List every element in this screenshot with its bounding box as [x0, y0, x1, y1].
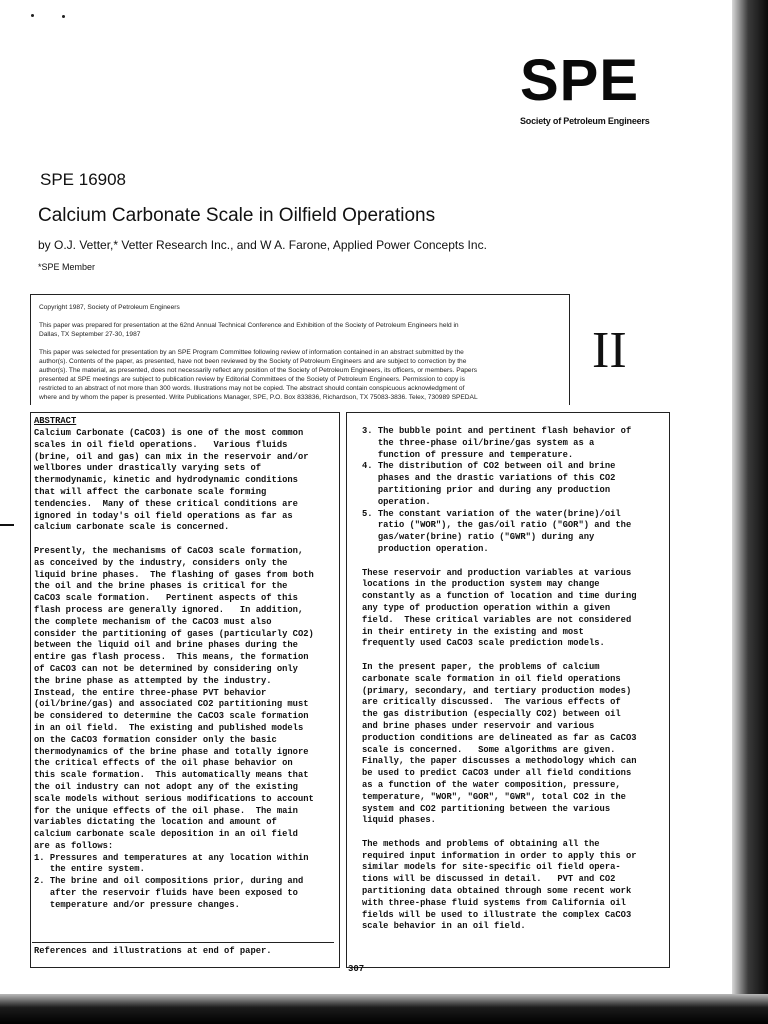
selected-line: This paper was selected for presentation by an SPE Program Committee following review of information contained in an abstract submitted by the — [39, 349, 464, 356]
copyright-line: Copyright 1987, Society of Petroleum Engineers — [39, 304, 180, 311]
margin-mark — [0, 524, 14, 526]
selected-line: author(s). Contents of the paper, as presented, have not been reviewed by the Society of Petroleum Engineers and are subject to correction by the — [39, 358, 467, 365]
paper-title: Calcium Carbonate Scale in Oilfield Operations — [38, 205, 436, 226]
selected-line: where and by whom the paper is presented. Write Publications Manager, SPE, P.O. Box 833836, Richardson, TX 75083-3836. Telex, 730989 SPEDAL — [39, 394, 478, 401]
session-roman-numeral: II — [592, 322, 627, 379]
page-number: 307 — [348, 964, 365, 974]
spe-logo-subtitle: Society of Petroleum Engineers — [520, 116, 650, 126]
scan-shadow-right — [732, 0, 768, 1024]
scan-shadow-bottom — [0, 994, 768, 1024]
paper-id: SPE 16908 — [40, 170, 127, 189]
prepared-line: Dallas, TX September 27-30, 1987 — [39, 331, 141, 338]
spe-logo: SPE — [520, 48, 640, 113]
member-note: *SPE Member — [38, 262, 96, 272]
abstract-body-right: 3. The bubble point and pertinent flash behavior of the three-phase oil/brine/gas system as a function of pressure and temperature. 4. The distribution of CO2 between oil and brine phases and the drastic variations of this CO2 partitioning prior and during any production operation. 5. The constant variation of the water(brine)/oil ratio ("WOR"), the gas/oil ratio ("GOR") and the gas/water(brine) ratio ("GWR") during any production operation. These reservoir and production variables at various locations in the production system may change constantly as a function of location and time during any type of production operation within a given field. These critical variables are not considered in their entirety in the existing and most frequently used CaCO3 scale prediction models. In the present paper, the problems of calcium carbonate scale formation in oil field operations (primary, secondary, and tertiary production modes) are critically discussed. The various effects of the gas distribution (especially CO2) between oil and brine phases under reservoir and various production conditions are delineated as far as CaCO3 scale is concerned. Some algorithms are given. Finally, the paper discusses a methodology which can be used to predict CaCO3 under all field conditions as a function of the water composition, pressure, temperature, "WOR", "GOR", "GWR", total CO2 in the system and CO2 partitioning between the various liquid phases. The methods and problems of obtaining all the required input information in order to apply this or similar models for site-specific oil field opera- tions will be discussed in detail. PVT and CO2 partitioning data obtained through some recent work with three-phase fluid systems from California oil fields will be used to illustrate the complex CaCO3 scale behavior in an oil field. — [362, 426, 637, 932]
references-footnote: References and illustrations at end of paper. — [34, 946, 272, 956]
scan-speck — [31, 14, 34, 17]
copyright-notice-box — [30, 294, 570, 405]
scan-speck — [62, 15, 65, 18]
abstract-heading: ABSTRACT — [34, 416, 77, 426]
selected-line: restricted to an abstract of not more than 300 words. Illustrations may not be copied. The abstract should contain conspicuous acknowledgment of — [39, 385, 465, 392]
footnote-rule — [32, 942, 334, 943]
selected-line: presented at SPE meetings are subject to publication review by Editorial Committees of the Society of Petroleum Engineers. Permission to copy is — [39, 376, 465, 383]
paper-authors: by O.J. Vetter,* Vetter Research Inc., and W A. Farone, Applied Power Concepts Inc. — [38, 238, 487, 252]
selected-line: author(s). The material, as presented, does not necessarily reflect any position of the Society of Petroleum Engineers, its officers, or members. Papers — [39, 367, 478, 374]
abstract-body-left: Calcium Carbonate (CaCO3) is one of the most common scales in oil field operations. Various fluids (brine, oil and gas) can mix in the reservoir and/or wellbores under drastically varying sets of thermodynamic, kinetic and hydrodynamic conditions that will affect the carbonate scale forming tendencies. Many of these critical conditions are ignored in today's oil field operations as far as calcium carbonate scale is concerned. Presently, the mechanisms of CaCO3 scale formation, as conceived by the industry, considers only the liquid brine phases. The flashing of gases from both the oil and the brine phases is critical for the CaCO3 scale formation. Pertinent aspects of this flash process are generally ignored. In addition, the complete mechanism of the CaCO3 must also consider the partitioning of gases (particularly CO2) between the liquid oil and brine phases during the entire gas flash process. This means, the formation of CaCO3 can not be determined by considering only the brine phase as attempted by the industry. Instead, the entire three-phase PVT behavior (oil/brine/gas) and associated CO2 partitioning must be considered to determine the CaCO3 scale formation in an oil field. The existing and published models on the CaCO3 formation consider only the basic thermodynamics of the brine phase and totally ignore the critical effects of the oil phase behavior on this scale formation. This automatically means that the oil industry can not adopt any of the existing scale models without serious modifications to account for the unique effects of the oil phase. The main variables dictating the location and amount of calcium carbonate scale deposition in an oil field are as follows: 1. Pressures and temperatures at any location within the entire system. 2. The brine and oil compositions prior, during and after the reservoir fluids have been exposed to temperature and/or pressure changes. — [34, 428, 314, 910]
prepared-line: This paper was prepared for presentation at the 62nd Annual Technical Conference and Exhibition of the Society of Petroleum Engineers held in — [39, 322, 459, 329]
